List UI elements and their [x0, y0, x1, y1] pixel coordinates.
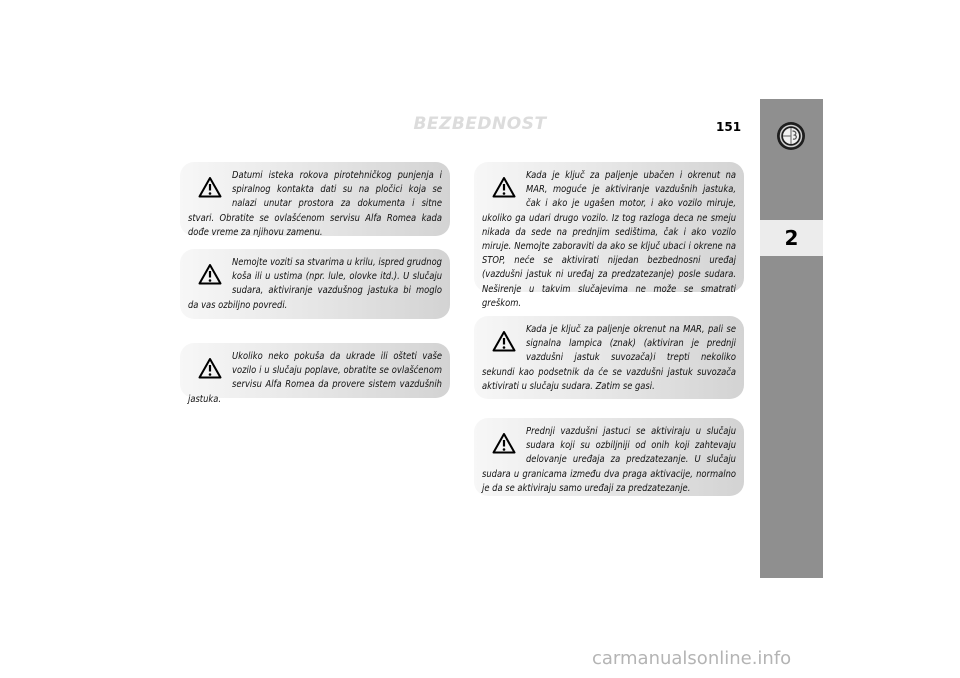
warning-triangle-icon [492, 176, 516, 198]
warning-box [180, 162, 450, 236]
warning-triangle-icon [198, 176, 222, 198]
warning-text: Kada je ključ za paljenje okrenut na MAR, pali se signalna lampica (znak) (aktiviran je prednji vazdušni jastuk suvozača)i trepti nekoliko sekundi kao podsetnik da će se vazdušni jastuk suvozača aktivirati u slučaju sudara. Zatim se gasi. [482, 324, 736, 392]
warning-triangle-icon [198, 263, 222, 285]
warning-text: Kada je ključ za paljenje ubačen i okrenut na MAR, moguće je aktiviranje vazdušnih jastuka, čak i ako je ugašen motor, i ako vozilo miruje, ukoliko ga udari drugo vozilo. Iz tog razloga deca ne smeju nikada da sede na prednjim sedištima, čak i ako vozilo miruje. Nemojte zaboraviti da ako se ključ ubaci i okrene na STOP, neće se aktivirati nijedan bezbednosni uređaj (vazdušni jastuk ni uređaj za predzatezanje) posle sudara. Neširenje u takvim slučajevima ne može se smatrati greškom. [482, 170, 736, 309]
warning-text: Nemojte voziti sa stvarima u krilu, ispred grudnog koša ili u ustima (npr. lule, olovke itd.). U slučaju sudara, aktiviranje vazdušnog jastuka bi moglo da vas ozbiljno povredi. [188, 257, 442, 311]
warning-text: Datumi isteka rokova pirotehničkog punjenja i spiralnog kontakta dati su na pločici koja se nalazi unutar prostora za dokumenta i sitne stvari. Obratite se ovlašćenom servisu Alfa Romea kada dođe vreme za njihovu zamenu. [188, 170, 442, 238]
page-number: 151 [716, 120, 742, 134]
warning-triangle-icon [492, 330, 516, 352]
warning-box [180, 343, 450, 405]
warning-box [180, 249, 450, 319]
warning-text: Ukoliko neko pokuša da ukrade ili ošteti vaše vozilo i u slučaju poplave, obratite se ovlašćenom servisu Alfa Romea da provere sistem vazdušnih jastuka. [188, 351, 442, 405]
watermark: carmanualsonline.info [592, 648, 792, 669]
warning-box [474, 418, 744, 496]
chapter-side-tab [760, 99, 823, 578]
warning-box [474, 316, 744, 399]
warning-triangle-icon [198, 357, 222, 379]
section-title: BEZBEDNOST [413, 114, 547, 134]
alfa-romeo-logo-icon [776, 121, 806, 151]
warning-box [474, 162, 744, 309]
warning-text: Prednji vazdušni jastuci se aktiviraju u slučaju sudara koji su ozbiljniji od onih koji zahtevaju delovanje uređaja za predzatezanje. U slučaju sudara u granicama između dva praga aktivacije, normalno je da se aktiviraju samo uređaji za predzatezanje. [482, 426, 736, 494]
warning-triangle-icon [492, 432, 516, 454]
chapter-number: 2 [760, 220, 823, 256]
